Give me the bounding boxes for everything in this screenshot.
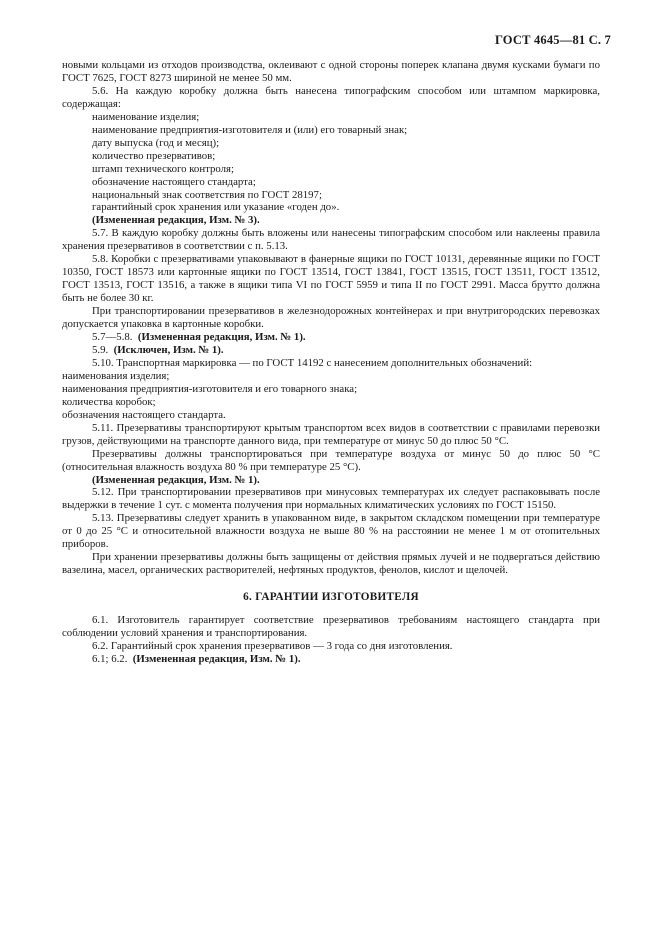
list-item: наименования предприятия-изготовителя и его товарного знака; — [62, 382, 358, 395]
paragraph-6-1: 6.1. Изготовитель гарантирует соответствие презервативов требованиям настоящего стандарта при соблюдении условий хранения и транспортирования. — [62, 614, 600, 640]
transport-marking-list — [62, 370, 600, 422]
paragraph-5-12: 5.12. При транспортировании презервативов при минусовых температурах их следует распаковывать после выдержки в течение 1 сут. с момента получения при нормальных климатических условиях по ГОСТ 15150. — [62, 486, 600, 512]
amendment-note: (Измененная редакция, Изм. № 3). — [92, 214, 260, 227]
clause-number: 5.9. — [92, 343, 109, 356]
list-item: дату выпуска (год и месяц); — [92, 136, 220, 149]
paragraph-5-7: 5.7. В каждую коробку должны быть вложены или нанесены типографским способом или наклеены правила хранения презервативов в соответствии с п. 5.13. — [62, 227, 600, 253]
list-item: национальный знак соответствия по ГОСТ 28197; — [92, 188, 322, 201]
list-item: обозначение настоящего стандарта; — [92, 175, 256, 188]
amendment-note: (Исключен, Изм. № 1). — [113, 343, 224, 356]
paragraph-5-11-temperature: Презервативы должны транспортироваться при температуре воздуха от минус 50 до плюс 50 °С (относительная влажность воздуха 80 % при температуре 25 °С). — [62, 447, 600, 473]
amendment-note: (Измененная редакция, Изм. № 1). — [132, 652, 301, 665]
list-item: гарантийный срок хранения или указание «годен до». — [92, 201, 340, 214]
list-item: обозначения настоящего стандарта. — [62, 408, 226, 421]
page-header: ГОСТ 4645—81 С. 7 — [494, 33, 611, 47]
list-item: количество презервативов; — [92, 149, 216, 162]
list-item: наименование предприятия-изготовителя и (или) его товарный знак; — [92, 123, 408, 136]
amendment-5-9 — [62, 344, 600, 357]
paragraph-6-2: 6.2. Гарантийный срок хранения презервативов — 3 года со дня изготовления. — [92, 639, 453, 652]
clause-number: 6.1; 6.2. — [92, 652, 128, 665]
paragraph-5-6: 5.6. На каждую коробку должна быть нанесена типографским способом или штампом маркировка, содержащая: — [62, 84, 600, 110]
list-item: количества коробок; — [62, 395, 156, 408]
amendment-note: (Измененная редакция, Изм. № 1). — [137, 331, 306, 344]
paragraph-5-13: 5.13. Презервативы следует хранить в упакованном виде, в закрытом складском помещении при температуре от 0 до 25 °С и относительной влажности воздуха не выше 80 % на расстоянии не менее 1 м от отопительных приборов. — [62, 512, 600, 551]
paragraph-intro: новыми кольцами из отходов производства, оклеивают с одной стороны поперек клапана двумя кусками бумаги по ГОСТ 7625, ГОСТ 8273 шириной не менее 50 мм. — [62, 59, 600, 84]
paragraph-5-13-protection: При хранении презервативы должны быть защищены от действия прямых лучей и не подвергаться действию вазелина, масел, органических растворителей, нефтяных продуктов, фенолов, кислот и щелочей. — [62, 551, 600, 577]
list-item: штамп технического контроля; — [92, 162, 234, 175]
list-item: наименования изделия; — [62, 369, 170, 382]
list-item: наименование изделия; — [92, 110, 200, 123]
section-title: 6. ГАРАНТИИ ИЗГОТОВИТЕЛЯ — [243, 591, 419, 604]
amendment-5-7-5-8 — [62, 331, 600, 344]
document-body — [62, 59, 600, 666]
amendment-6-1-6-2 — [62, 653, 600, 666]
marking-list — [62, 111, 600, 215]
paragraph-5-8-transport: При транспортировании презервативов в железнодорожных контейнерах и при внутригородских перевозках допускается упаковка в картонные коробки. — [62, 305, 600, 331]
amendment-note: (Измененная редакция, Изм. № 1). — [92, 473, 260, 486]
paragraph-5-8: 5.8. Коробки с презервативами упаковывают в фанерные ящики по ГОСТ 10131, деревянные ящики по ГОСТ 10350, ГОСТ 18573 или картонные ящики по ГОСТ 13514, ГОСТ 13841, ГОСТ 13515, ГОСТ 13511, ГОСТ 13512, ГОСТ 13513, ГОСТ 13516, а также в ящики типа VI по ГОСТ 5959 и типа II по ГОСТ 2991. Масса брутто должна быть не более 30 кг. — [62, 253, 600, 305]
paragraph-5-10: 5.10. Транспортная маркировка — по ГОСТ 14192 с нанесением дополнительных обозначений: — [92, 356, 533, 369]
clause-number: 5.7—5.8. — [92, 331, 133, 344]
paragraph-5-11: 5.11. Презервативы транспортируют крытым транспортом всех видов в соответствии с правилами перевозки грузов, действующими на транспорте данного вида, при температуре от минус 50 до плюс 50 °С. — [62, 421, 600, 447]
